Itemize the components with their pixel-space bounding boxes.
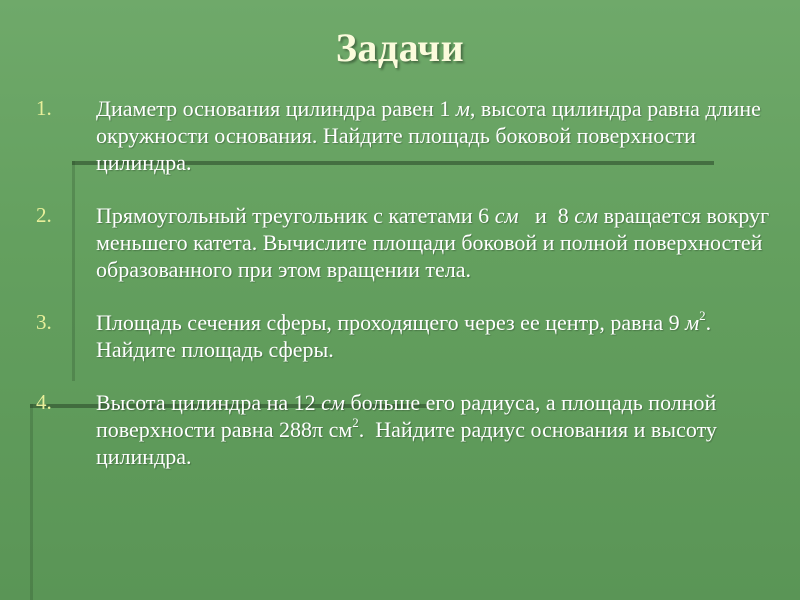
task-text-part: , высота цилиндра равна длине окружности основания. Найдите площадь боковой поверхности цилиндра. [96,96,761,175]
task-text-part: вращается вокруг меньшего катета. Вычислите площади боковой и полной поверхностей образованного при этом вращении тела. [96,203,775,282]
task-text-part: . Найдите площадь сферы. [96,310,712,362]
unit-label: см [321,390,345,415]
task-number: 2. [36,203,52,227]
task-text-part: Прямоугольный треугольник с катетами 6 [96,203,495,228]
task-text-part: и 8 [518,203,575,228]
task-text-part: Площадь сечения сферы, проходящего через ее центр, равна 9 [96,310,686,335]
task-text-part: больше его радиуса, а площадь полной поверхности равна 288π см [96,390,722,442]
slide-title: Задачи [335,25,465,70]
task-text [96,389,776,470]
task-item [36,202,776,283]
task-text [96,95,776,176]
task-number: 3. [36,310,52,334]
task-number: 4. [36,390,52,414]
superscript: 2 [699,307,706,323]
task-text-part: Высота цилиндра на 12 [96,390,322,415]
task-list [36,95,776,496]
unit-label: м [455,96,470,121]
task-item [36,95,776,176]
unit-label: см [574,203,599,228]
task-number: 1. [36,96,52,120]
task-text-part: . Найдите радиус основания и высоту цилиндра. [96,417,723,469]
task-text-part: Диаметр основания цилиндра равен 1 [96,96,456,121]
task-text [96,202,776,283]
superscript: 2 [352,414,359,430]
task-item [36,389,776,470]
task-text [96,309,776,363]
decorative-line [30,404,33,600]
unit-label: см [494,203,519,228]
unit-label: м [685,310,700,335]
task-item [36,309,776,363]
